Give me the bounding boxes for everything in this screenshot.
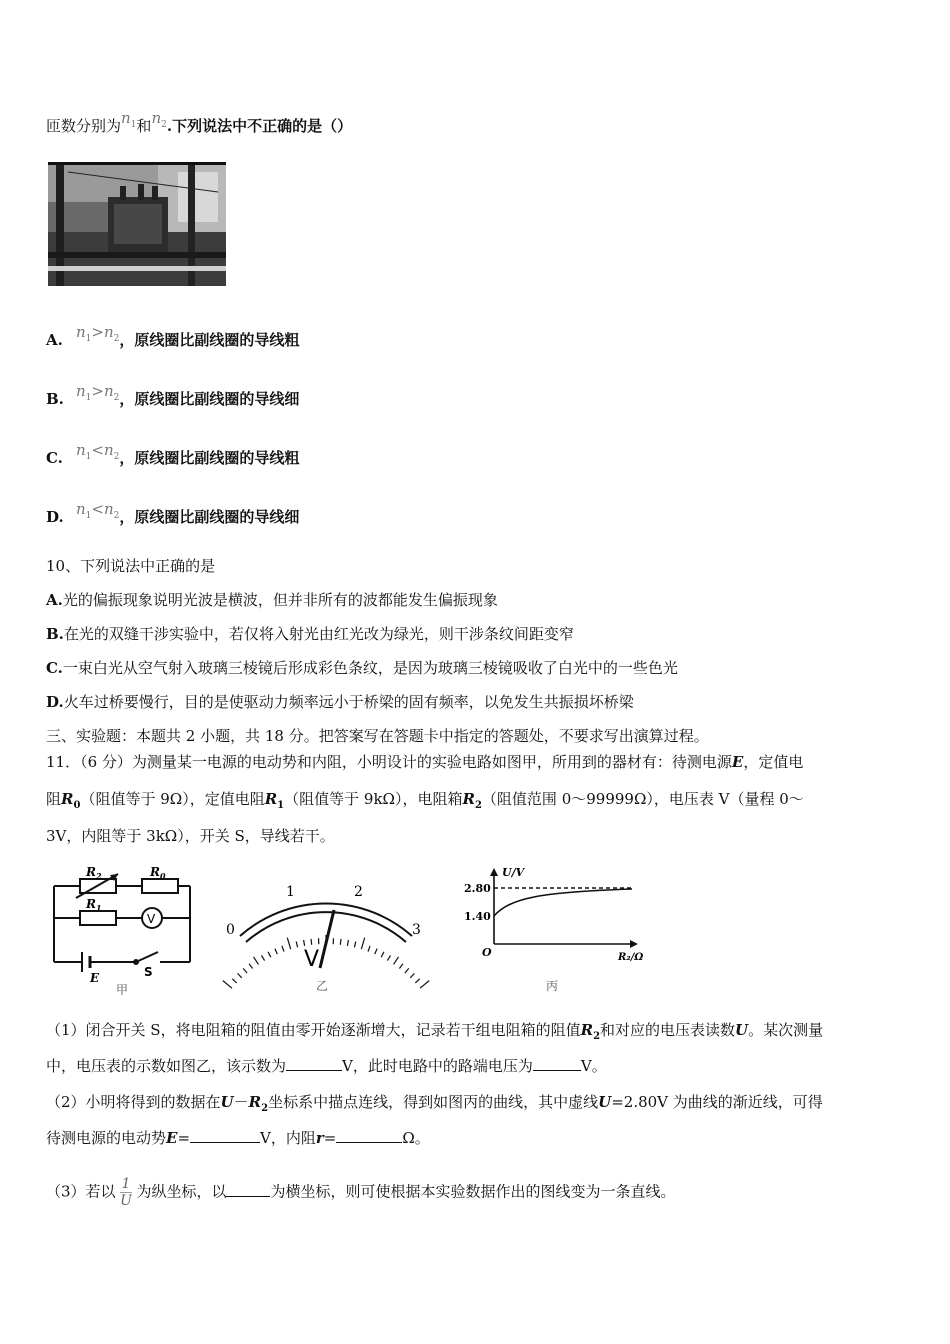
tick-label-2: 2: [354, 884, 363, 900]
dial-tick: [311, 939, 312, 945]
dial-tick: [347, 940, 348, 946]
answer-blank[interactable]: [533, 1056, 581, 1071]
dial-tick: [368, 946, 370, 952]
caption-yi: 乙: [316, 979, 329, 993]
q11-part1-line2: 中，电压表的示数如图乙，该示数为 V，此时电路中的路端电压为 V。: [46, 1057, 607, 1075]
answer-blank[interactable]: [286, 1056, 342, 1071]
n2-symbol: $n_2$: [151, 109, 167, 130]
label-r0: $R_0$: [150, 865, 166, 881]
y-tick-1-40: 1.40: [464, 910, 491, 923]
q11-part1-line1: （1）闭合开关 S，将电阻箱的阻值由零开始逐渐增大，记录若干组电阻箱的阻值$R_2$和对应的电压表读数U。某次测量: [46, 1021, 824, 1042]
dial-tick: [238, 973, 242, 977]
q11-part3: （3）若以 $\frac{1}{U}$ 为纵坐标，以 为横坐标，则可使根据本实验数据作出的图线变为一条直线。: [46, 1176, 676, 1209]
dial-tick: [254, 957, 259, 965]
dial-tick: [340, 939, 341, 945]
label-r2: $R_2$: [86, 865, 102, 881]
label-r1: $R_1$: [86, 897, 102, 913]
tick-label-0: 0: [226, 922, 235, 938]
q10-option-a: A.光的偏振现象说明光波是横波，但并非所有的波都能发生偏振现象: [46, 591, 498, 609]
q9-option-c: C. $n_1<n_2$，原线圈比副线圈的导线粗: [46, 441, 300, 467]
dial-tick: [361, 938, 364, 950]
label-voltmeter: V: [147, 912, 156, 926]
circuit-diagram-jia: [46, 862, 206, 998]
q11-line-1: 11．（6 分）为测量某一电源的电动势和内阻，小明设计的实验电路如图甲，所用到的器材有：待测电源E，定值电: [46, 753, 804, 771]
dial-tick: [287, 938, 290, 950]
relation-expr: $n_1<n_2$: [76, 441, 120, 462]
dial-unit-v: V: [304, 947, 320, 972]
q9-stem: 匝数分别为$n_1$和$n_2$.下列说法中不正确的是（）: [46, 109, 353, 135]
u-r2-graph-bing: [460, 862, 660, 998]
q11-line-3: 3V，内阻等于 3kΩ），开关 S，导线若干。: [46, 827, 335, 845]
caption-jia: 甲: [116, 983, 129, 997]
relation-expr: $n_1<n_2$: [76, 500, 120, 521]
dial-tick: [249, 964, 253, 969]
answer-blank[interactable]: [336, 1128, 402, 1143]
dial-tick: [232, 979, 236, 983]
dial-tick: [275, 949, 277, 955]
q11-part2-line1: （2）小明将得到的数据在$U-R_2$坐标系中描点连线，得到如图丙的曲线，其中虚线U=2.80V 为曲线的渐近线，可得: [46, 1093, 823, 1114]
dial-tick: [415, 979, 419, 983]
dial-tick: [304, 940, 305, 946]
dial-tick: [399, 964, 403, 969]
label-s: S: [144, 965, 153, 979]
dial-needle: [320, 910, 334, 968]
q10-option-c: C.一束白光从空气射入玻璃三棱镜后形成彩色条纹，是因为玻璃三棱镜吸收了白光中的一些色光: [46, 659, 678, 677]
dial-tick: [381, 952, 384, 957]
x-axis-label: R₂/Ω: [618, 952, 644, 963]
origin-label: O: [482, 946, 492, 959]
dial-tick: [282, 946, 284, 952]
caption-bing: 丙: [546, 979, 559, 993]
dial-tick: [296, 942, 297, 948]
dial-tick: [223, 981, 232, 989]
dial-tick: [410, 973, 414, 977]
section-3-heading: 三、实验题：本题共 2 小题，共 18 分。把答案写在答题卡中指定的答题处，不要求写出演算过程。: [46, 727, 709, 745]
q9-option-a: A. $n_1>n_2$，原线圈比副线圈的导线粗: [46, 323, 300, 349]
q10-option-d: D.火车过桥要慢行，目的是使驱动力频率远小于桥梁的固有频率，以免发生共振损坏桥梁: [46, 693, 634, 711]
label-e: E: [90, 971, 100, 985]
y-axis-label: U/V: [502, 866, 525, 879]
dial-tick: [375, 949, 377, 955]
q11-part2-line2: 待测电源的电动势E= V，内阻r= Ω。: [46, 1129, 430, 1147]
tick-label-1: 1: [286, 884, 295, 900]
n1-symbol: $n_1$: [121, 109, 137, 130]
fraction-1-over-u: $\frac{1}{U}$: [120, 1176, 132, 1209]
q10-stem: 10、下列说法中正确的是: [46, 557, 216, 575]
q10-option-b: B.在光的双缝干涉实验中，若仅将入射光由红光改为绿光，则干涉条纹间距变窄: [46, 625, 574, 643]
q9-option-d: D. $n_1<n_2$，原线圈比副线圈的导线细: [46, 500, 300, 526]
answer-blank[interactable]: [190, 1128, 260, 1143]
transformer-photo: [48, 162, 226, 286]
dial-tick: [354, 942, 355, 948]
relation-expr: $n_1>n_2$: [76, 323, 120, 344]
dial-tick: [262, 955, 265, 960]
dial-tick: [394, 957, 399, 965]
relation-expr: $n_1>n_2$: [76, 382, 120, 403]
y-tick-2-80: 2.80: [464, 882, 491, 895]
dial-tick: [420, 981, 429, 989]
q11-line-2: 阻$R_0$（阻值等于 9Ω），定值电阻$R_1$（阻值等于 9kΩ），电阻箱$R_2$（阻值范围 0～99999Ω），电压表 V（量程 0～: [46, 790, 804, 811]
voltmeter-dial-yi: [220, 862, 430, 998]
tick-label-3: 3: [412, 922, 421, 938]
q9-option-b: B. $n_1>n_2$，原线圈比副线圈的导线细: [46, 382, 300, 408]
dial-tick: [405, 968, 409, 973]
answer-blank[interactable]: [226, 1182, 270, 1197]
dial-tick: [268, 952, 271, 957]
dial-tick: [243, 968, 247, 973]
dial-tick: [387, 955, 390, 960]
